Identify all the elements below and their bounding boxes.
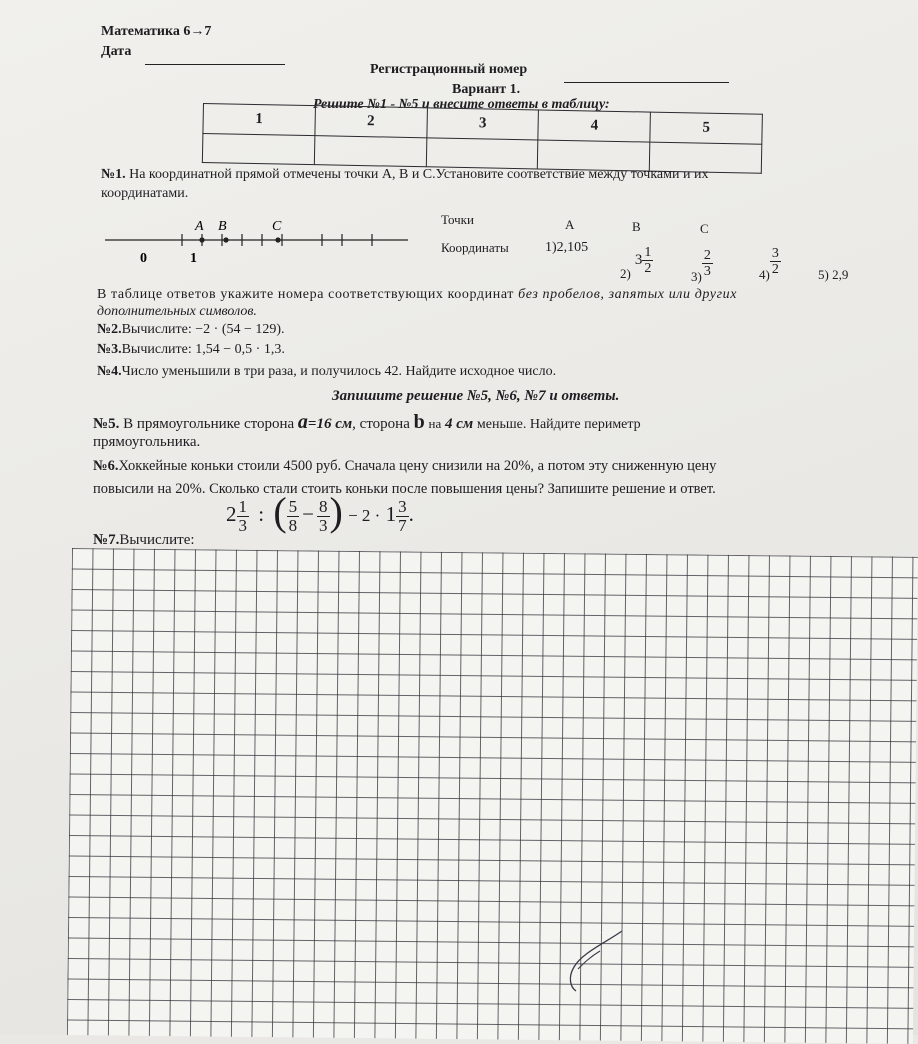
answer-table-header: 4 xyxy=(538,110,650,142)
zero-label: 0 xyxy=(140,251,147,266)
task7-number: №7. xyxy=(93,532,120,548)
task5-number: №5. xyxy=(93,416,120,432)
expr-operator: − 2 · xyxy=(348,506,381,525)
answer-grid[interactable] xyxy=(67,548,918,1044)
task6-line2: повысили на 20%. Сколько стали стоить коньки после повышения цены? Запишите решение и ответ. xyxy=(93,481,716,497)
expr-period: . xyxy=(408,502,414,526)
expr-fraction xyxy=(237,498,250,535)
task1-number: №1. xyxy=(101,167,126,182)
task5-variable-b: b xyxy=(413,411,425,433)
task1-text xyxy=(101,167,708,183)
expr-fraction xyxy=(396,498,409,535)
expr-fraction xyxy=(287,498,300,535)
expr-fraction xyxy=(317,498,330,535)
point-b-label: B xyxy=(218,219,227,234)
task2-text: Вычислите: −2 · (54 − 129). xyxy=(121,322,285,337)
task5-line2: прямоугольника. xyxy=(93,434,201,450)
variant-label: Вариант 1. xyxy=(452,82,521,97)
task3-text: Вычислите: 1,54 − 0,5 · 1,3. xyxy=(121,342,285,357)
points-name-a: A xyxy=(565,217,575,232)
expr-whole: 1 xyxy=(385,502,397,526)
task4 xyxy=(97,364,556,380)
task6-number: №6. xyxy=(93,458,119,474)
coord-option-4 xyxy=(759,246,781,283)
answer-table-header: 5 xyxy=(650,112,762,144)
task1-note-italic: без пробелов, запятых или других xyxy=(518,287,738,302)
fraction-denominator: 7 xyxy=(398,515,407,535)
fraction-denominator: 2 xyxy=(644,261,652,276)
task5-a-value: =16 см xyxy=(307,416,353,432)
expr-operator: : xyxy=(258,502,265,526)
answer-table-header: 2 xyxy=(315,106,427,138)
task1-note-line2: дополнительных символов. xyxy=(97,304,257,319)
coord-option-2-fraction xyxy=(642,245,653,276)
fraction-denominator: 3 xyxy=(319,515,328,535)
task5-b-value: 4 см xyxy=(444,416,474,432)
task7-expression xyxy=(226,489,414,535)
date-label: Дата xyxy=(101,44,132,59)
answer-table xyxy=(202,103,763,174)
task1-statement: На координатной прямой отмечены точки A, B и C.Установите соответствие между точками и их xyxy=(129,167,709,182)
fraction-denominator: 3 xyxy=(238,515,247,535)
coord-option-3-prefix: 3) xyxy=(691,269,702,285)
fraction-numerator: 5 xyxy=(288,496,298,516)
number-line xyxy=(100,212,420,272)
task5 xyxy=(93,411,641,434)
task7 xyxy=(93,532,195,549)
point-b-marker xyxy=(223,237,228,242)
point-a-marker xyxy=(199,237,204,242)
coord-option-3 xyxy=(691,248,713,285)
coord-option-2-whole: 3 xyxy=(634,252,643,269)
coord-option-4-fraction xyxy=(770,246,781,277)
fraction-numerator: 1 xyxy=(644,245,652,260)
pen-mark xyxy=(560,925,640,995)
task5-text: В прямоугольнике сторона xyxy=(123,416,295,432)
answer-table-header: 1 xyxy=(203,104,315,136)
answer-cell-1[interactable] xyxy=(202,133,314,165)
fraction-numerator: 8 xyxy=(319,496,328,516)
registration-line xyxy=(564,82,729,83)
task5-variable-a: a xyxy=(297,411,308,433)
answer-cell-3[interactable] xyxy=(426,137,538,169)
task2 xyxy=(97,322,285,338)
point-a-label: A xyxy=(195,219,204,234)
points-name-c: C xyxy=(700,221,709,236)
expr-paren-open: ( xyxy=(273,489,287,534)
coord-option-1: 1)2,105 xyxy=(545,240,589,255)
subject-title: Математика 6→7 xyxy=(101,24,212,39)
registration-label: Регистрационный номер xyxy=(370,62,528,77)
task3-number: №3. xyxy=(97,342,122,357)
one-label: 1 xyxy=(190,251,197,266)
task1-statement-line2: координатами. xyxy=(101,186,189,201)
task1-note-text: В таблице ответов укажите номера соответствующих координат xyxy=(97,287,514,302)
coord-option-2 xyxy=(620,245,653,282)
expr-operator: − xyxy=(302,502,315,526)
task5-text: , сторона xyxy=(352,416,410,432)
coordinates-label: Координаты xyxy=(441,240,509,255)
answer-table-header: 3 xyxy=(426,108,538,140)
task5-text: на xyxy=(428,416,442,431)
fraction-numerator: 3 xyxy=(771,246,779,261)
point-c-marker xyxy=(275,237,280,242)
coord-option-5: 5) 2,9 xyxy=(818,267,849,282)
coord-option-4-prefix: 4) xyxy=(759,267,770,283)
expr-whole: 2 xyxy=(226,502,237,526)
section2-heading: Запишите решение №5, №6, №7 и ответы. xyxy=(332,388,620,404)
task4-text: Число уменьшили в три раза, и получилось 42. Найдите исходное число. xyxy=(121,364,557,379)
task2-number: №2. xyxy=(97,322,122,337)
table-instruction: Решите №1 - №5 и внесите ответы в таблицу: xyxy=(313,97,610,112)
fraction-numerator: 3 xyxy=(398,496,407,516)
coord-option-2-prefix: 2) xyxy=(620,266,631,282)
task4-number: №4. xyxy=(97,364,122,379)
point-c-label: C xyxy=(272,219,282,234)
task1-note xyxy=(97,287,737,303)
task3 xyxy=(97,342,285,358)
fraction-numerator: 1 xyxy=(238,496,247,516)
coord-option-3-fraction xyxy=(702,248,713,279)
points-label: Точки xyxy=(441,212,474,227)
fraction-denominator: 8 xyxy=(288,515,298,535)
fraction-denominator: 3 xyxy=(703,264,711,279)
answer-cell-2[interactable] xyxy=(314,135,426,167)
task6 xyxy=(93,458,716,475)
task5-text: меньше. Найдите периметр xyxy=(476,417,641,432)
points-name-b: B xyxy=(632,219,641,234)
task6-text: Хоккейные коньки стоили 4500 руб. Сначала цену снизили на 20%, а потом эту сниженную цену xyxy=(118,458,717,474)
expr-paren-close: ) xyxy=(329,489,343,534)
date-line xyxy=(145,64,285,65)
fraction-denominator: 2 xyxy=(771,262,779,277)
fraction-numerator: 2 xyxy=(703,248,711,263)
task7-label: Вычислите: xyxy=(119,532,195,548)
